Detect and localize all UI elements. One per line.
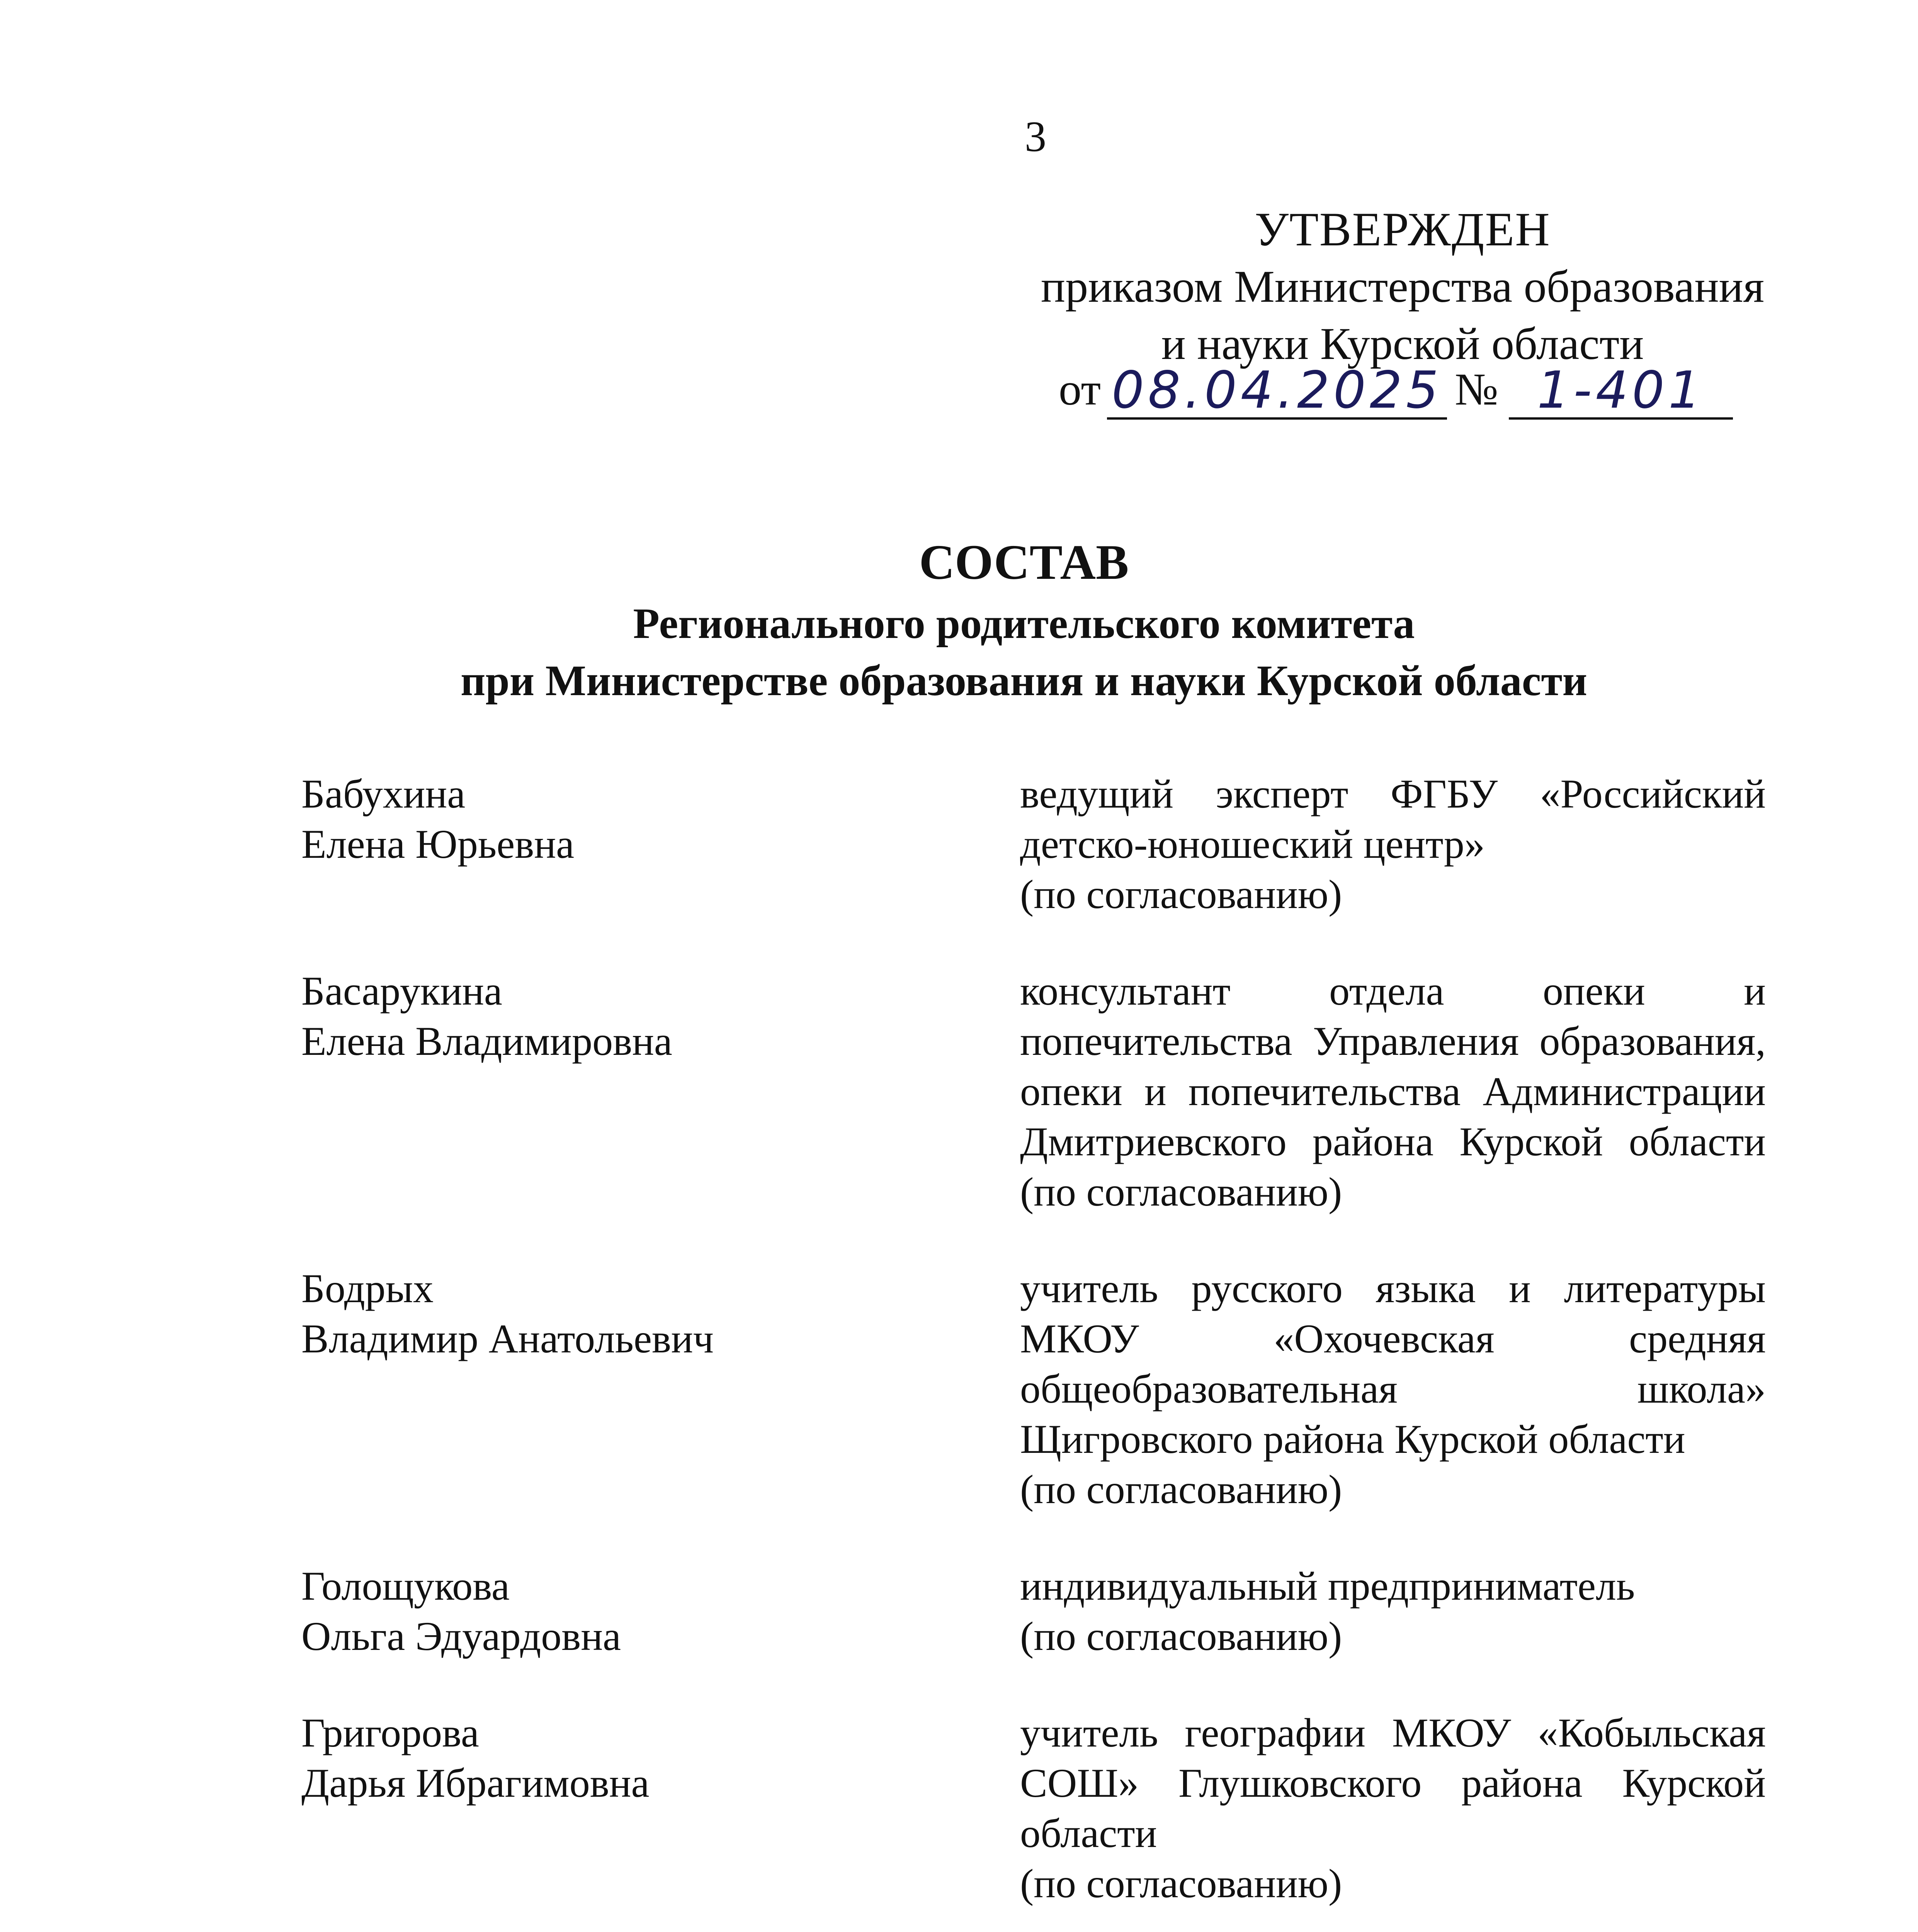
member-position bbox=[1020, 1708, 1766, 1909]
document-title bbox=[270, 529, 1777, 709]
member-surname: Голощукова bbox=[301, 1563, 510, 1609]
member-position bbox=[1020, 1264, 1766, 1515]
member-surname: Григорова bbox=[301, 1710, 479, 1755]
member-position-note: (по согласованию) bbox=[1020, 1614, 1342, 1659]
member-position bbox=[1020, 966, 1766, 1217]
member-name bbox=[301, 966, 958, 1066]
number-label: № bbox=[1455, 364, 1498, 415]
member-position-text: индивидуальный предприниматель bbox=[1020, 1563, 1635, 1609]
member-name bbox=[301, 1708, 958, 1808]
page-number: 3 bbox=[1025, 113, 1046, 161]
member-position-text: консультант отдела опеки и попечительства Управления образования, опеки и попечительства Администрации Дмитриевского района Курской области (по согласованию) bbox=[1020, 968, 1766, 1214]
member-surname: Бодрых bbox=[301, 1266, 434, 1311]
member-position-text: ведущий эксперт ФГБУ «Российский детско-юношеский центр» bbox=[1020, 771, 1766, 867]
approval-line-1: приказом Министерства образования bbox=[1041, 261, 1765, 312]
approval-line-2: и науки Курской области bbox=[1161, 318, 1644, 369]
date-label: от bbox=[1059, 364, 1101, 415]
document-subtitle-1: Регионального родительского комитета bbox=[633, 600, 1415, 648]
document-heading: СОСТАВ bbox=[919, 535, 1129, 590]
member-given-names: Ольга Эдуардовна bbox=[301, 1614, 621, 1659]
member-position-note: (по согласованию) bbox=[1020, 872, 1342, 917]
order-date: 08.04.2025 bbox=[1107, 363, 1447, 420]
member-name bbox=[301, 1561, 958, 1662]
member-position-note: (по согласованию) bbox=[1020, 1467, 1342, 1512]
member-surname: Басарукина bbox=[301, 968, 502, 1014]
approval-title: УТВЕРЖДЕН bbox=[1255, 203, 1551, 256]
member-position-text: учитель географии МКОУ «Кобыльская СОШ» Глушковского района Курской области bbox=[1020, 1710, 1766, 1856]
member-given-names: Елена Владимировна bbox=[301, 1019, 672, 1064]
member-given-names: Елена Юрьевна bbox=[301, 821, 575, 867]
member-position-text: учитель русского языка и литературы МКОУ «Охочевская средняя общеобразовательная школа» Щигровского района Курской области bbox=[1020, 1266, 1766, 1462]
approval-stamp bbox=[1020, 201, 1785, 372]
member-given-names: Владимир Анатольевич bbox=[301, 1316, 714, 1361]
member-given-names: Дарья Ибрагимовна bbox=[301, 1760, 650, 1806]
document-subtitle-2: при Министерстве образования и науки Курской области bbox=[460, 657, 1588, 705]
member-surname: Бабухина bbox=[301, 771, 466, 816]
order-reference bbox=[1059, 363, 1754, 425]
order-number: 1-401 bbox=[1509, 363, 1733, 420]
member-position-note: (по согласованию) bbox=[1020, 1861, 1342, 1906]
member-position bbox=[1020, 1561, 1766, 1662]
member-name bbox=[301, 1264, 958, 1364]
member-name bbox=[301, 769, 958, 869]
member-position bbox=[1020, 769, 1766, 920]
